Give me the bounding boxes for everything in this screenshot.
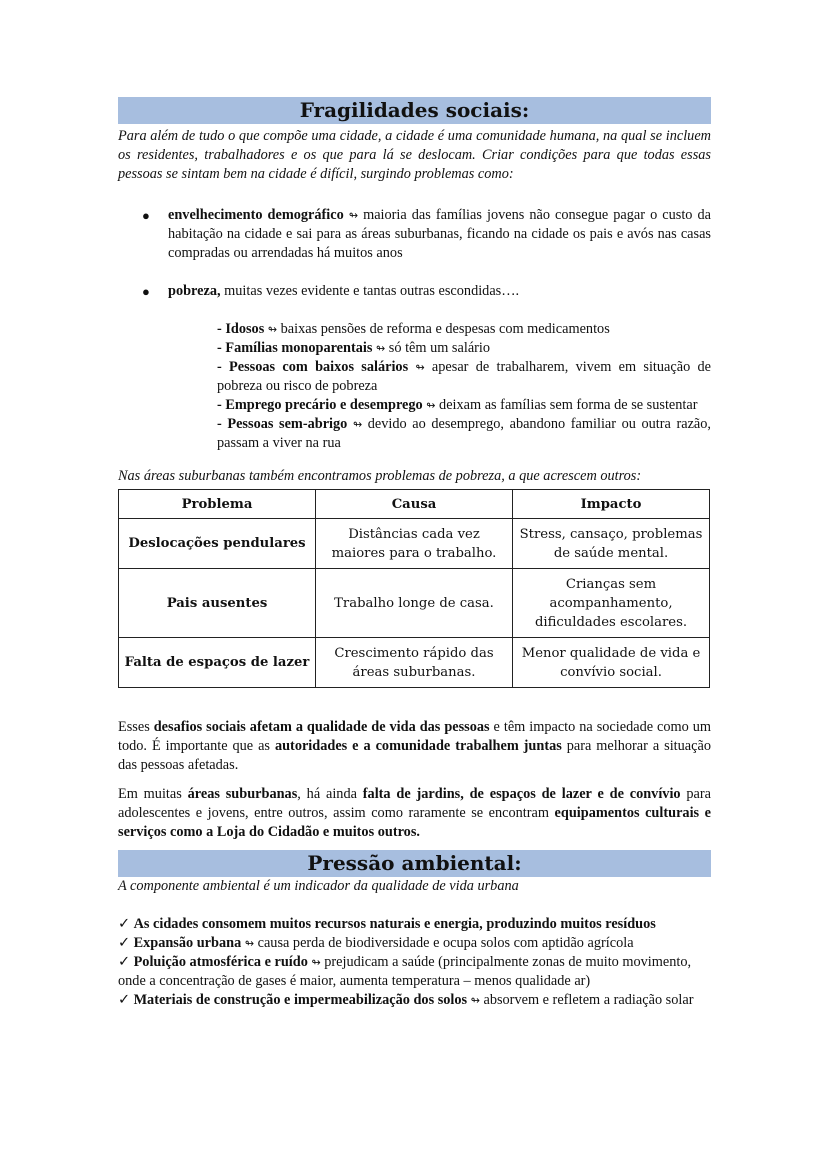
checklist (118, 915, 711, 1010)
poverty-item (217, 396, 711, 415)
check-mark-icon: ✓ (118, 916, 130, 932)
para-text: Esses (118, 719, 154, 735)
table-cell: Crianças sem acompanhamento, dificuldades escolares. (513, 569, 710, 638)
poverty-item-bold: - Famílias monoparentais (217, 340, 373, 356)
table-cell: Falta de espaços de lazer (119, 638, 316, 688)
poverty-item (217, 358, 711, 396)
table-row (119, 638, 710, 688)
section-title-pressao: Pressão ambiental: (118, 850, 711, 877)
section-title-fragilidades: Fragilidades sociais: (118, 97, 711, 124)
table-cell: Trabalho longe de casa. (316, 569, 513, 638)
squiggle-arrow-icon: ↬ (470, 994, 480, 1007)
para-text: Em muitas (118, 786, 188, 802)
check-bold: Poluição atmosférica e ruído (133, 954, 308, 970)
poverty-item (217, 320, 711, 339)
table-header-row (119, 490, 710, 519)
poverty-item-text: só têm um salário (385, 340, 491, 356)
squiggle-arrow-icon: ↬ (426, 399, 436, 412)
poverty-item-text: devido ao desemprego, abandono familiar ou outra razão, passam a viver na rua (217, 416, 712, 451)
bullet-bold: pobreza, (168, 283, 221, 299)
poverty-item-bold: - Emprego precário e desemprego (217, 397, 423, 413)
poverty-item-bold: - Pessoas sem-abrigo (217, 416, 348, 432)
squiggle-arrow-icon: ↬ (415, 361, 425, 374)
para-bold: equipamentos culturais e serviços como a Loja do Cidadão e muitos outros. (118, 805, 711, 840)
table-row (119, 569, 710, 638)
check-item (118, 915, 711, 934)
bullet-dot-icon: ● (142, 284, 150, 299)
check-bold: As cidades consomem muitos recursos naturais e energia, produzindo muitos resíduos (133, 916, 656, 932)
para-text: para melhorar a situação das pessoas afetadas. (118, 738, 711, 773)
intro-paragraph: Para além de tudo o que compõe uma cidade, a cidade é uma comunidade humana, na qual se incluem os residentes, trabalhadores e os que para lá se deslocam. Criar condições para que todas essas pessoas se sintam bem na cidade é difícil, surgindo problemas como: (118, 128, 711, 182)
check-mark-icon: ✓ (118, 935, 130, 951)
paragraph-suburbanas (118, 785, 711, 842)
bullet-bold: envelhecimento demográfico (168, 207, 344, 223)
poverty-item-bold: - Idosos (217, 321, 265, 337)
document-page (118, 97, 711, 1010)
check-bold: Materiais de construção e impermeabilização dos solos (133, 992, 468, 1008)
check-text: prejudicam a saúde (principalmente zonas de muito movimento, onde a concentração de gases é maior, aumenta temperatura – menos qualidade ar) (118, 954, 692, 989)
check-item (118, 953, 711, 991)
bullet-list (118, 206, 711, 301)
squiggle-arrow-icon: ↬ (376, 342, 386, 355)
squiggle-arrow-icon: ↬ (352, 418, 363, 431)
check-text: causa perda de biodiversidade e ocupa solos com aptidão agrícola (254, 935, 634, 951)
table-cell: Deslocações pendulares (119, 519, 316, 569)
poverty-item (217, 339, 711, 358)
table-cell: Menor qualidade de vida e convívio social. (513, 638, 710, 688)
para-text: para adolescentes e jovens, entre outros, assim como raramente se encontram (118, 786, 712, 821)
check-mark-icon: ✓ (118, 992, 130, 1008)
squiggle-arrow-icon: ↬ (244, 937, 255, 950)
para-text: e têm impacto na sociedade como um todo. É importante que as (118, 719, 712, 754)
table-cell: Stress, cansaço, problemas de saúde mental. (513, 519, 710, 569)
para-bold: autoridades e a comunidade trabalhem juntas (274, 738, 562, 754)
squiggle-arrow-icon: ↬ (311, 956, 321, 969)
bullet-text: maioria das famílias jovens não consegue pagar o custo da habitação na cidade e sai para as áreas suburbanas, ficando na cidade os pais e avós nas casas compradas ou arrendadas há muitos anos (168, 207, 711, 261)
problems-table (118, 489, 710, 688)
table-cell: Distâncias cada vez maiores para o trabalho. (316, 519, 513, 569)
table-header-cell: Causa (316, 490, 513, 519)
table-cell: Pais ausentes (119, 569, 316, 638)
check-bold: Expansão urbana (133, 935, 242, 951)
para-bold: áreas suburbanas (187, 786, 298, 802)
poverty-list (217, 320, 711, 453)
table-row (119, 519, 710, 569)
poverty-item-text: baixas pensões de reforma e despesas com medicamentos (277, 321, 610, 337)
para-bold: desafios sociais afetam a qualidade de vida das pessoas (153, 719, 490, 735)
table-header-cell: Impacto (513, 490, 710, 519)
bullet-pobreza (118, 282, 711, 301)
check-mark-icon: ✓ (118, 954, 130, 970)
table-cell: Crescimento rápido das áreas suburbanas. (316, 638, 513, 688)
squiggle-arrow-icon: ↬ (348, 209, 359, 222)
para-text: , há ainda (297, 786, 363, 802)
poverty-item (217, 415, 711, 453)
table-header-cell: Problema (119, 490, 316, 519)
check-text: absorvem e refletem a radiação solar (479, 992, 694, 1008)
poverty-item-bold: - Pessoas com baixos salários (217, 359, 409, 375)
suburban-intro: Nas áreas suburbanas também encontramos problemas de pobreza, a que acrescem outros: (118, 468, 642, 484)
paragraph-desafios (118, 718, 711, 775)
bullet-text: muitas vezes evidente e tantas outras escondidas…. (220, 283, 520, 299)
check-item (118, 991, 711, 1010)
poverty-item-text: deixam as famílias sem forma de se sustentar (435, 397, 698, 413)
bullet-envelhecimento (118, 206, 711, 263)
check-item (118, 934, 711, 953)
squiggle-arrow-icon: ↬ (267, 323, 278, 336)
bullet-dot-icon: ● (142, 208, 150, 223)
para-bold: falta de jardins, de espaços de lazer e de convívio (362, 786, 681, 802)
poverty-item-text: apesar de trabalharem, vivem em situação de pobreza ou risco de pobreza (217, 359, 711, 394)
section2-intro: A componente ambiental é um indicador da qualidade de vida urbana (118, 878, 519, 894)
